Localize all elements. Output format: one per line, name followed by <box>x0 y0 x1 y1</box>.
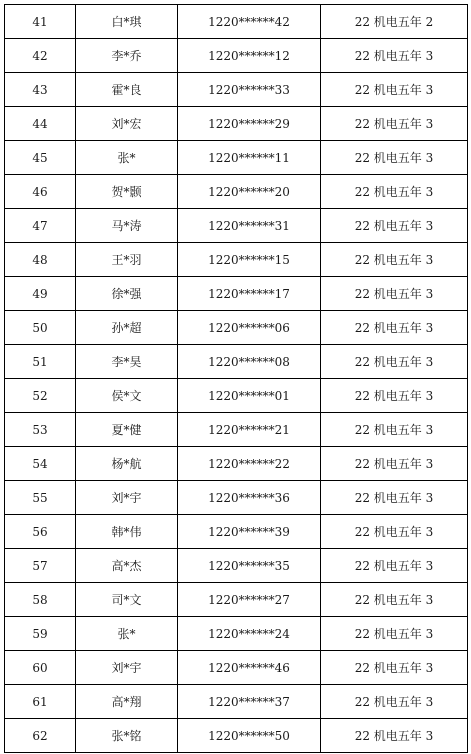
document-page <box>4 4 467 753</box>
student-id-cell: 1220******24 <box>178 617 321 651</box>
row-number-cell: 42 <box>5 39 76 73</box>
class-name-cell: 22 机电五年 3 <box>321 685 468 719</box>
student-name-cell: 刘*宇 <box>76 481 178 515</box>
class-name-cell: 22 机电五年 3 <box>321 141 468 175</box>
table-row <box>5 549 468 583</box>
student-name-cell: 刘*宇 <box>76 651 178 685</box>
student-name-cell: 高*翔 <box>76 685 178 719</box>
student-id-cell: 1220******27 <box>178 583 321 617</box>
table-row <box>5 685 468 719</box>
class-name-cell: 22 机电五年 3 <box>321 243 468 277</box>
student-name-cell: 夏*健 <box>76 413 178 447</box>
table-row <box>5 141 468 175</box>
row-number-cell: 52 <box>5 379 76 413</box>
table-row <box>5 379 468 413</box>
table-row <box>5 617 468 651</box>
table-row <box>5 73 468 107</box>
table-row <box>5 209 468 243</box>
student-name-cell: 侯*文 <box>76 379 178 413</box>
class-name-cell: 22 机电五年 3 <box>321 481 468 515</box>
class-name-cell: 22 机电五年 3 <box>321 209 468 243</box>
row-number-cell: 41 <box>5 5 76 39</box>
row-number-cell: 46 <box>5 175 76 209</box>
student-id-cell: 1220******42 <box>178 5 321 39</box>
class-name-cell: 22 机电五年 3 <box>321 719 468 753</box>
roster-table-body <box>5 5 468 753</box>
student-id-cell: 1220******01 <box>178 379 321 413</box>
table-row <box>5 175 468 209</box>
student-name-cell: 白*琪 <box>76 5 178 39</box>
table-row <box>5 39 468 73</box>
table-row <box>5 107 468 141</box>
student-name-cell: 张*铭 <box>76 719 178 753</box>
student-id-cell: 1220******21 <box>178 413 321 447</box>
row-number-cell: 45 <box>5 141 76 175</box>
table-row <box>5 651 468 685</box>
row-number-cell: 50 <box>5 311 76 345</box>
class-name-cell: 22 机电五年 3 <box>321 345 468 379</box>
table-row <box>5 447 468 481</box>
row-number-cell: 56 <box>5 515 76 549</box>
table-row <box>5 311 468 345</box>
row-number-cell: 62 <box>5 719 76 753</box>
class-name-cell: 22 机电五年 3 <box>321 379 468 413</box>
student-name-cell: 李*昊 <box>76 345 178 379</box>
row-number-cell: 58 <box>5 583 76 617</box>
student-name-cell: 孙*超 <box>76 311 178 345</box>
student-id-cell: 1220******37 <box>178 685 321 719</box>
table-row <box>5 243 468 277</box>
row-number-cell: 47 <box>5 209 76 243</box>
student-name-cell: 高*杰 <box>76 549 178 583</box>
table-row <box>5 583 468 617</box>
table-row <box>5 515 468 549</box>
student-name-cell: 张* <box>76 617 178 651</box>
row-number-cell: 54 <box>5 447 76 481</box>
class-name-cell: 22 机电五年 3 <box>321 617 468 651</box>
student-name-cell: 王*羽 <box>76 243 178 277</box>
table-row <box>5 481 468 515</box>
table-row <box>5 719 468 753</box>
table-row <box>5 345 468 379</box>
row-number-cell: 53 <box>5 413 76 447</box>
student-name-cell: 李*乔 <box>76 39 178 73</box>
row-number-cell: 44 <box>5 107 76 141</box>
class-name-cell: 22 机电五年 3 <box>321 311 468 345</box>
student-id-cell: 1220******50 <box>178 719 321 753</box>
class-name-cell: 22 机电五年 3 <box>321 277 468 311</box>
student-name-cell: 徐*强 <box>76 277 178 311</box>
student-id-cell: 1220******20 <box>178 175 321 209</box>
student-id-cell: 1220******33 <box>178 73 321 107</box>
class-name-cell: 22 机电五年 3 <box>321 549 468 583</box>
student-id-cell: 1220******36 <box>178 481 321 515</box>
class-name-cell: 22 机电五年 3 <box>321 583 468 617</box>
student-id-cell: 1220******22 <box>178 447 321 481</box>
row-number-cell: 51 <box>5 345 76 379</box>
class-name-cell: 22 机电五年 3 <box>321 73 468 107</box>
student-id-cell: 1220******35 <box>178 549 321 583</box>
class-name-cell: 22 机电五年 3 <box>321 39 468 73</box>
table-row <box>5 277 468 311</box>
student-id-cell: 1220******46 <box>178 651 321 685</box>
row-number-cell: 43 <box>5 73 76 107</box>
student-id-cell: 1220******11 <box>178 141 321 175</box>
row-number-cell: 49 <box>5 277 76 311</box>
student-id-cell: 1220******17 <box>178 277 321 311</box>
row-number-cell: 57 <box>5 549 76 583</box>
student-id-cell: 1220******15 <box>178 243 321 277</box>
class-name-cell: 22 机电五年 3 <box>321 175 468 209</box>
table-row <box>5 413 468 447</box>
student-name-cell: 刘*宏 <box>76 107 178 141</box>
student-name-cell: 张* <box>76 141 178 175</box>
class-name-cell: 22 机电五年 3 <box>321 651 468 685</box>
student-id-cell: 1220******39 <box>178 515 321 549</box>
class-name-cell: 22 机电五年 3 <box>321 107 468 141</box>
table-row <box>5 5 468 39</box>
class-name-cell: 22 机电五年 2 <box>321 5 468 39</box>
student-name-cell: 杨*航 <box>76 447 178 481</box>
student-id-cell: 1220******12 <box>178 39 321 73</box>
student-name-cell: 韩*伟 <box>76 515 178 549</box>
student-name-cell: 贺*颢 <box>76 175 178 209</box>
row-number-cell: 55 <box>5 481 76 515</box>
row-number-cell: 60 <box>5 651 76 685</box>
class-name-cell: 22 机电五年 3 <box>321 515 468 549</box>
student-name-cell: 司*文 <box>76 583 178 617</box>
student-id-cell: 1220******06 <box>178 311 321 345</box>
row-number-cell: 59 <box>5 617 76 651</box>
student-id-cell: 1220******31 <box>178 209 321 243</box>
row-number-cell: 48 <box>5 243 76 277</box>
student-id-cell: 1220******29 <box>178 107 321 141</box>
student-roster-table <box>4 4 468 753</box>
class-name-cell: 22 机电五年 3 <box>321 413 468 447</box>
student-id-cell: 1220******08 <box>178 345 321 379</box>
student-name-cell: 马*涛 <box>76 209 178 243</box>
row-number-cell: 61 <box>5 685 76 719</box>
student-name-cell: 霍*良 <box>76 73 178 107</box>
class-name-cell: 22 机电五年 3 <box>321 447 468 481</box>
